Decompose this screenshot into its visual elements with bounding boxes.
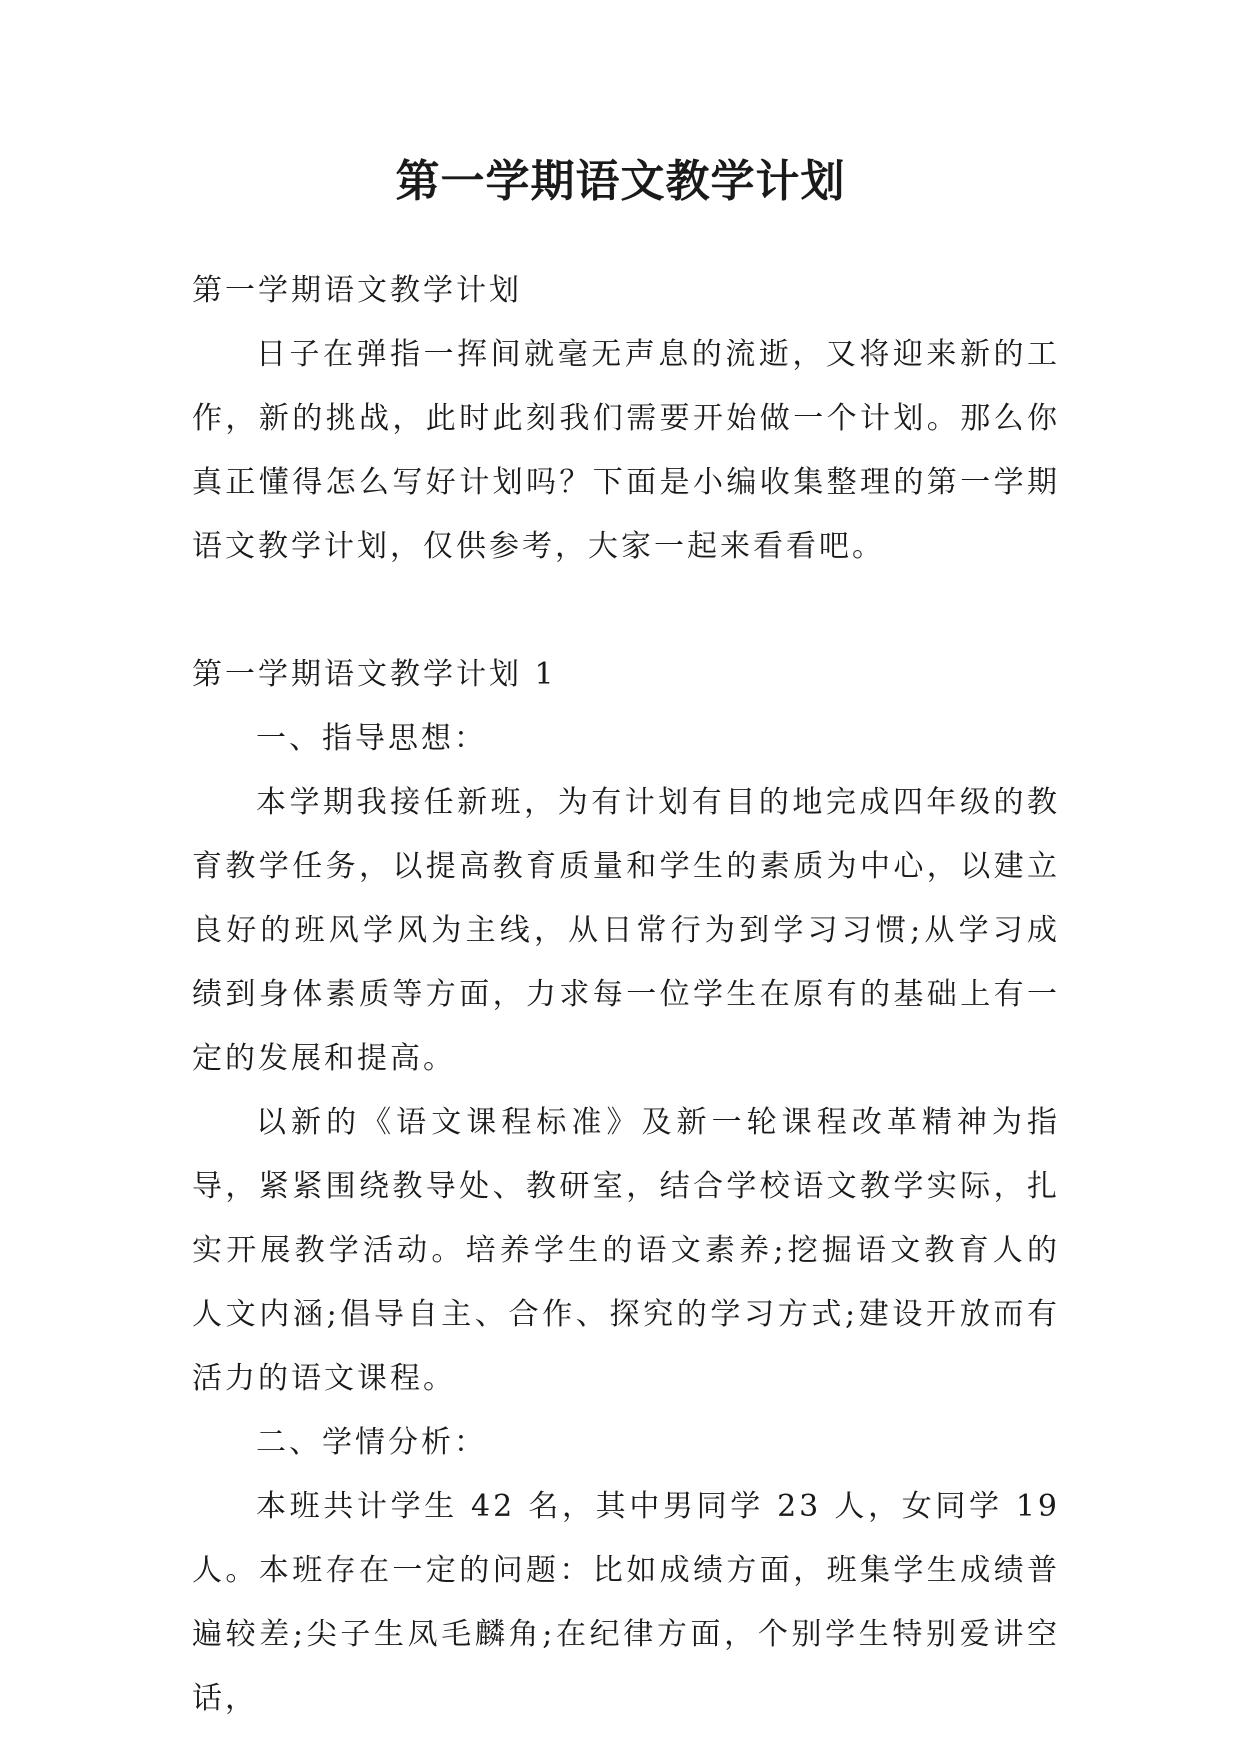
part1-heading: 一、指导思想：	[256, 721, 487, 756]
part1-paragraph-1: 本学期我接任新班，为有计划有目的地完成四年级的教育教学任务，以提高教育质量和学生的素质为中心，以建立良好的班风学风为主线，从日常行为到学习习惯;从学习成绩到身体素质等方面，力求每一位学生在原有的基础上有一定的发展和提高。	[192, 785, 1060, 1076]
part2-paragraph-1: 本班共计学生 42 名，其中男同学 23 人，女同学 19 人。本班存在一定的问题：比如成绩方面，班集学生成绩普遍较差;尖子生凤毛麟角;在纪律方面，个别学生特别爱讲空话，	[192, 1489, 1060, 1716]
intro-heading: 第一学期语文教学计划	[192, 273, 522, 308]
document-title: 第一学期语文教学计划	[395, 156, 846, 207]
intro-paragraph: 日子在弹指一挥间就毫无声息的流逝，又将迎来新的工作，新的挑战，此时此刻我们需要开始做一个计划。那么你真正懂得怎么写好计划吗？下面是小编收集整理的第一学期语文教学计划，仅供参考，大家一起来看看吧。	[192, 337, 1060, 564]
section-heading: 第一学期语文教学计划 1	[192, 657, 557, 692]
part1-paragraph-2: 以新的《语文课程标准》及新一轮课程改革精神为指导，紧紧围绕教导处、教研室，结合学校语文教学实际，扎实开展教学活动。培养学生的语文素养;挖掘语文教育人的人文内涵;倡导自主、合作、探究的学习方式;建设开放而有活力的语文课程。	[192, 1105, 1060, 1396]
document-body	[192, 259, 1060, 1731]
part2-heading: 二、学情分析：	[256, 1425, 487, 1460]
